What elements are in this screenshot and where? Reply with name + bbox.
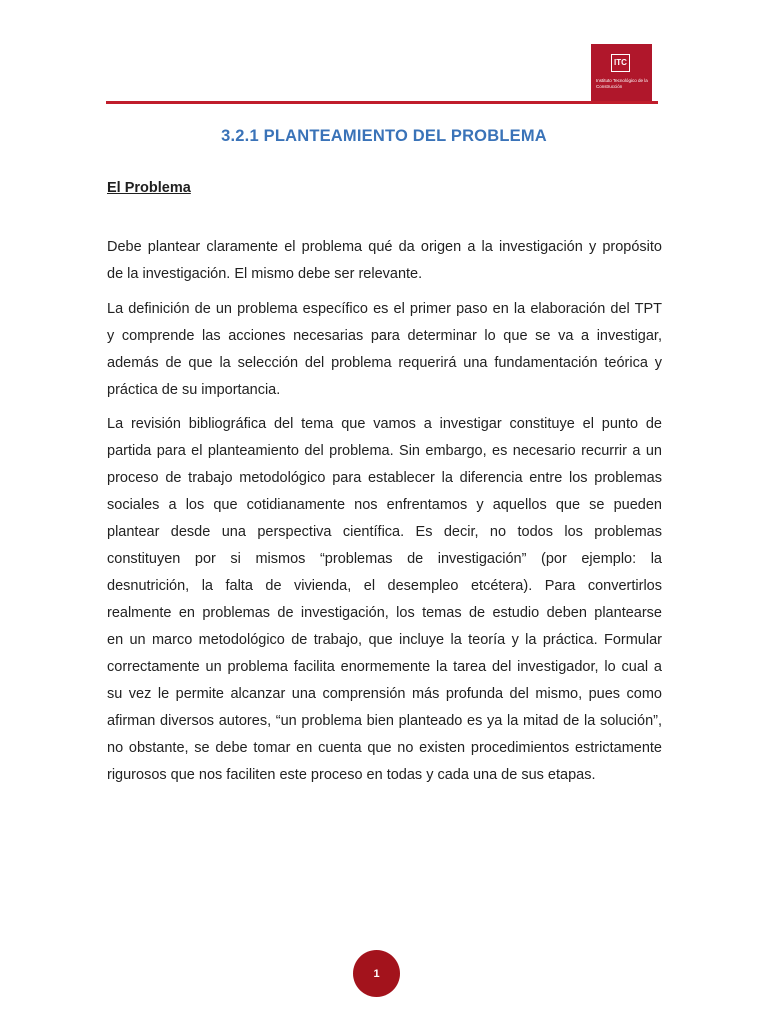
paragraph-line: no obstante, se debe tomar en cuenta que no existen procedimientos estrictamente bbox=[107, 740, 662, 756]
paragraph-line: proceso de trabajo metodológico para establecer la diferencia entre los problemas bbox=[107, 470, 662, 486]
paragraph-line: correctamente un problema facilita enormemente la tarea del investigador, lo cual a bbox=[107, 659, 662, 675]
paragraph-line: constituyen por si mismos “problemas de investigación” (por ejemplo: la bbox=[107, 551, 662, 567]
paragraph-line: en un marco metodológico de trabajo, que incluye la teoría y la práctica. Formular bbox=[107, 632, 662, 648]
paragraph-line: La revisión bibliográfica del tema que vamos a investigar constituye el punto de bbox=[107, 416, 662, 432]
page-number: 1 bbox=[373, 967, 380, 980]
itc-logo bbox=[591, 44, 652, 101]
header-rule bbox=[106, 101, 658, 104]
paragraph-line: además de que la selección del problema requerirá una fundamentación teórica y bbox=[107, 355, 662, 371]
paragraph-line: plantear desde una perspectiva científica. Es decir, no todos los problemas bbox=[107, 524, 662, 540]
page-number-badge bbox=[353, 950, 400, 997]
paragraph-3 bbox=[107, 411, 662, 789]
paragraph-line: y comprende las acciones necesarias para determinar lo que se va a investigar, bbox=[107, 328, 662, 344]
section-title: 3.2.1 PLANTEAMIENTO DEL PROBLEMA bbox=[221, 127, 547, 145]
paragraph-line: sociales a los que cotidianamente nos enfrentamos y aquellos que se pueden bbox=[107, 497, 662, 513]
paragraph-line: realmente en problemas de investigación, los temas de estudio deben plantearse bbox=[107, 605, 662, 621]
paragraph-2 bbox=[107, 296, 662, 404]
paragraph-line: La definición de un problema específico es el primer paso en la elaboración del TPT bbox=[107, 301, 662, 317]
paragraph-line: afirman diversos autores, “un problema bien planteado es ya la mitad de la solución”, bbox=[107, 713, 662, 729]
paragraph-line: su vez le permite alcanzar una comprensión más profunda del mismo, pues como bbox=[107, 686, 662, 702]
logo-mark: ITC bbox=[611, 54, 630, 72]
paragraph-line: de la investigación. El mismo debe ser relevante. bbox=[107, 266, 423, 282]
paragraph-line: práctica de su importancia. bbox=[107, 382, 281, 398]
paragraph-line: Debe plantear claramente el problema qué da origen a la investigación y propósito bbox=[107, 239, 662, 255]
subheading: El Problema bbox=[107, 180, 191, 196]
paragraph-line: rigurosos que nos faciliten este proceso en todas y cada una de sus etapas. bbox=[107, 767, 596, 783]
paragraph-line: desnutrición, la falta de vivienda, el desempleo etcétera). Para convertirlos bbox=[107, 578, 662, 594]
paragraph-line: partida para el planteamiento del problema. Sin embargo, es necesario recurrir a un bbox=[107, 443, 662, 459]
paragraph-1 bbox=[107, 234, 662, 288]
logo-subtitle: Instituto Tecnológico de la Construcción bbox=[596, 78, 648, 89]
